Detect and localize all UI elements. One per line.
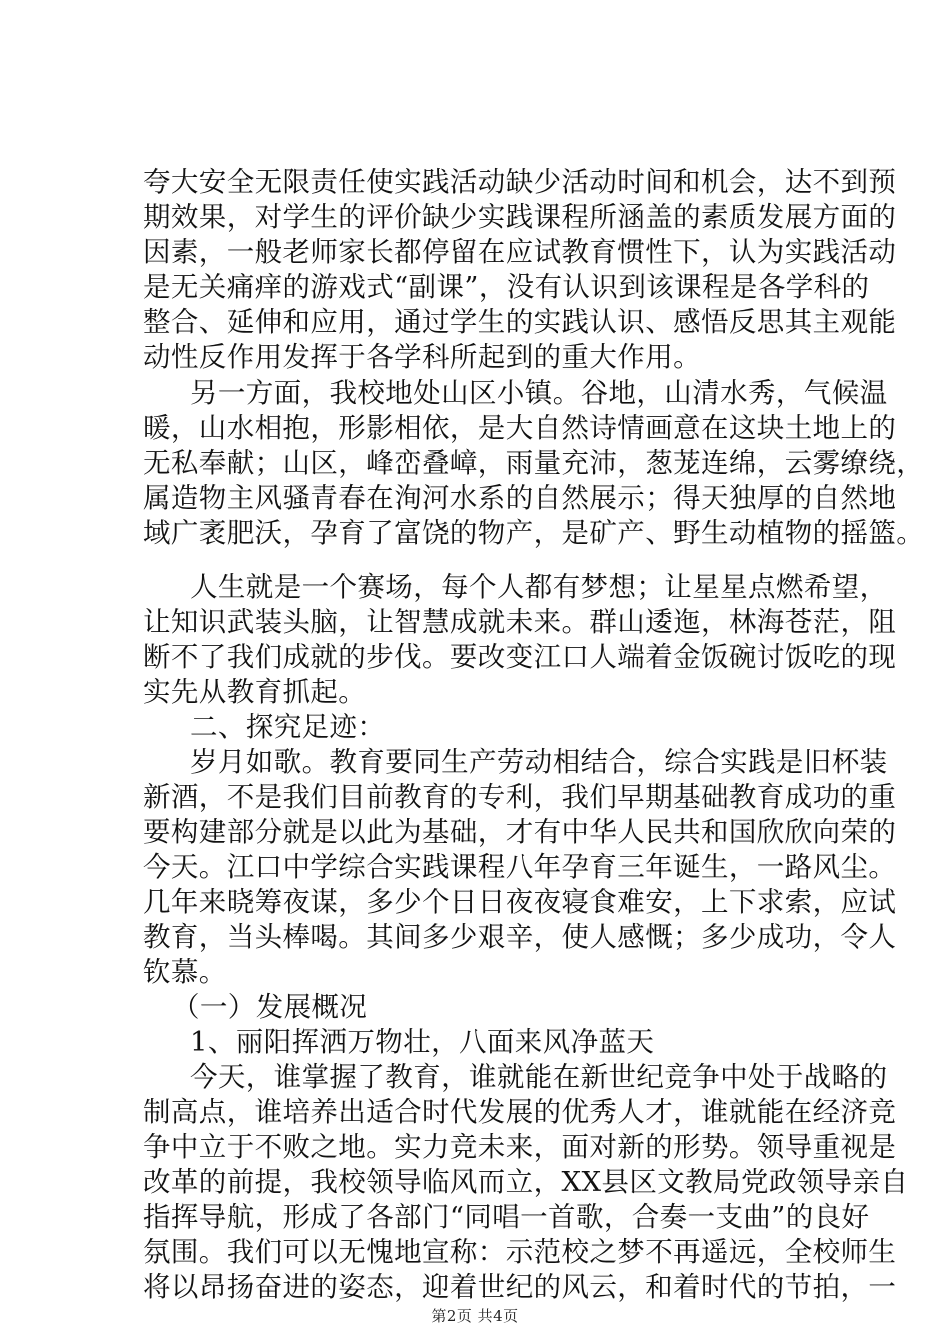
text-line: 属造物主风骚青春在洵河水系的自然展示；得天独厚的自然地 <box>143 482 897 514</box>
text-line: 因素，一般老师家长都停留在应试教育惯性下，认为实践活动 <box>143 236 897 268</box>
text-line: 无私奉献；山区，峰峦叠嶂，雨量充沛，葱茏连绵，云雾缭绕， <box>143 447 925 479</box>
text-line: 域广袤肥沃，孕育了富饶的物产，是矿产、野生动植物的摇篮。 <box>143 517 925 549</box>
text-line: 让知识武装头脑，让智慧成就未来。群山逶迤，林海苍茫，阻 <box>143 606 897 638</box>
text-line: 实先从教育抓起。 <box>143 676 367 708</box>
text-line: 将以昂扬奋进的姿态，迎着世纪的风云，和着时代的节拍，一 <box>143 1271 897 1303</box>
paragraph-first-line: 岁月如歌。教育要同生产劳动相结合，综合实践是旧杯装 <box>190 746 888 778</box>
paragraph-first-line: 人生就是一个赛场，每个人都有梦想；让星星点燃希望， <box>190 571 888 603</box>
text-line: 新酒，不是我们目前教育的专利，我们早期基础教育成功的重 <box>143 781 897 813</box>
text-line: 要构建部分就是以此为基础，才有中华人民共和国欣欣向荣的 <box>143 816 897 848</box>
text-line: 几年来晓筹夜谋，多少个日日夜夜寝食难安，上下求索，应试 <box>143 886 897 918</box>
text-line: 断不了我们成就的步伐。要改变江口人端着金饭碗讨饭吃的现 <box>143 641 897 673</box>
text-line: 是无关痛痒的游戏式“副课”，没有认识到该课程是各学科的 <box>143 271 870 303</box>
subsection-title: 1、丽阳挥洒万物壮，八面来风净蓝天 <box>190 1026 655 1058</box>
text-line: 氛围。我们可以无愧地宣称：示范校之梦不再遥远，全校师生 <box>143 1236 897 1268</box>
text-line: 争中立于不败之地。实力竞未来，面对新的形势。领导重视是 <box>143 1131 897 1163</box>
text-line: 整合、延伸和应用，通过学生的实践认识、感悟反思其主观能 <box>143 306 897 338</box>
text-line: 今天。江口中学综合实践课程八年孕育三年诞生，一路风尘。 <box>143 851 897 883</box>
text-line: 改革的前提，我校领导临风而立，XX县区文教局党政领导亲自 <box>143 1166 909 1198</box>
text-line: 暖，山水相抱，形影相依，是大自然诗情画意在这块土地上的 <box>143 412 897 444</box>
paragraph-first-line: 另一方面，我校地处山区小镇。谷地，山清水秀，气候温 <box>190 377 888 409</box>
text-line: 钦慕。 <box>143 956 227 988</box>
text-line: 教育，当头棒喝。其间多少艰辛，使人感慨；多少成功，令人 <box>143 921 897 953</box>
paragraph-first-line: 今天，谁掌握了教育，谁就能在新世纪竞争中处于战略的 <box>190 1061 888 1093</box>
text-line: 夸大安全无限责任使实践活动缺少活动时间和机会，达不到预 <box>143 166 897 198</box>
section-heading: 二、探究足迹： <box>190 711 386 743</box>
text-line: 制高点，谁培养出适合时代发展的优秀人才，谁就能在经济竞 <box>143 1096 897 1128</box>
text-line: 动性反作用发挥于各学科所起到的重大作用。 <box>143 341 701 373</box>
text-line: 期效果，对学生的评价缺少实践课程所涵盖的素质发展方面的 <box>143 201 897 233</box>
text-line: 指挥导航，形成了各部门“同唱一首歌，合奏一支曲”的良好 <box>143 1201 870 1233</box>
subsection-heading: （一）发展概况 <box>172 991 368 1023</box>
page-footer: 第2页 共4页 <box>431 1307 519 1325</box>
